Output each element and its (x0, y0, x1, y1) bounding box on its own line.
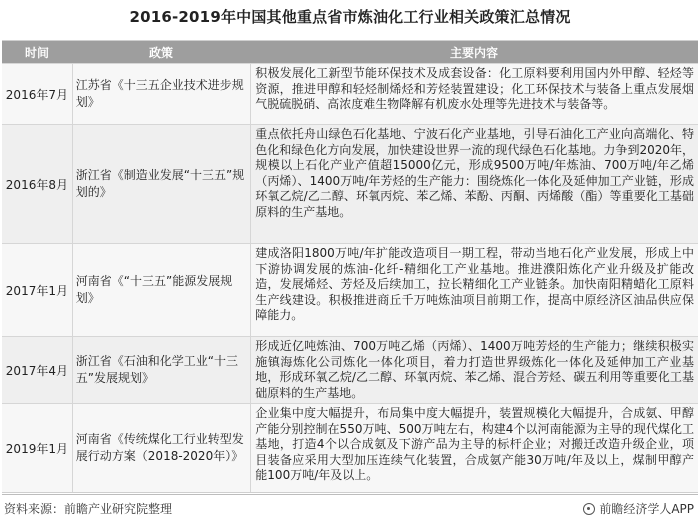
row-time: 2019年1月 (2, 404, 73, 492)
brand-logo-icon (583, 503, 595, 515)
source-note: 资料来源：前瞻产业研究院整理 (4, 502, 173, 516)
table-row (2, 124, 698, 243)
row-content: 重点依托舟山绿色石化基地、宁波石化产业基地，引导石油化工产业向高端化、特色化和绿色化方向发展，加快建设世界一流的现代绿色石化基地。力争到2020年，规模以上石化产业产值超15000亿元，形成9500万吨/年炼油、700万吨/年乙烯（丙烯）、1400万吨/年芳烃的生产能力：围绕炼化一体化及延伸加工产业链，形成环氧乙烷/乙二醇、环氧丙烷、苯乙烯、苯酚、丙酮、丙烯酸（酯）等重要化工基础原料的生产基地。 (255, 127, 694, 219)
row-content: 企业集中度大幅提升，布局集中度大幅提升，装置规模化大幅提升，合成氨、甲醇产能分别控制在550万吨、500万吨左右，构建4个以河南能源为主导的现代煤化工基地，打造4个以合成氨及下游产品为主导的标杆企业；对搬迁改造升级企业，项目装备应采用大型加压连续气化装置，合成氨产能30万吨/年及以上，煤制甲醇产能100万吨/年及以上。 (255, 406, 694, 482)
row-policy: 浙江省《石油和化学工业“十三五”发展规划》 (73, 337, 252, 403)
brand-label: 前瞻经济学人APP (599, 502, 694, 516)
row-time: 2016年7月 (2, 64, 73, 124)
table-row (2, 403, 698, 492)
row-policy: 河南省《传统煤化工行业转型发展行动方案（2018-2020年）》 (73, 404, 252, 492)
header-policy: 政策 (148, 45, 173, 60)
row-time: 2017年4月 (2, 337, 73, 403)
footer-divider (2, 494, 698, 495)
page-title: 2016-2019年中国其他重点省市炼油化工行业相关政策汇总情况 (129, 8, 571, 26)
table-row (2, 243, 698, 336)
row-content: 积极发展化工新型节能环保技术及成套设备：化工原料要利用国内外甲醇、轻烃等资源，推进甲醇和轻烃制烯烃和芳烃装置建设；化工环保技术与装备上重点发展烟气脱硫脱硝、高浓度难生物降解有机废水处理等先进技术与装备等。 (255, 66, 694, 111)
row-policy: 浙江省《制造业发展“十三五”规划的》 (73, 125, 252, 243)
brand-credit (583, 500, 694, 517)
row-content: 形成近亿吨炼油、700万吨乙烯（丙烯）、1400万吨芳烃的生产能力；继续积极实施镇海炼化公司炼化一体化项目，着力打造世界级炼化一体化及延伸加工产业基地，形成环氧乙烷/乙二醇、环氧丙烷、苯乙烯、混合芳烃、碳五利用等重要化工基础原料的生产基地。 (255, 339, 694, 400)
table-row (2, 63, 698, 124)
table-header (2, 41, 698, 63)
row-policy: 江苏省《十三五企业技术进步规划》 (73, 64, 252, 124)
row-content: 建成洛阳1800万吨/年扩能改造项目一期工程，带动当地石化产业发展，形成上中下游协调发展的炼油-化纤-精细化工产业基地。推进濮阳炼化产业升级及扩能改造，发展烯烃、芳烃及后续加工，拉长精细化工产业链条。加快南阳精蜡化工原料生产线建设。积极推进商丘千万吨炼油项目前期工作，提高中原经济区油品供应保障能力。 (255, 246, 694, 322)
header-time: 时间 (24, 45, 49, 60)
header-content: 主要内容 (449, 45, 498, 60)
row-policy: 河南省《“十三五”能源发展规划》 (73, 244, 252, 336)
row-time: 2016年8月 (2, 125, 73, 243)
policy-table (2, 40, 698, 493)
table-row (2, 336, 698, 403)
row-time: 2017年1月 (2, 244, 73, 336)
